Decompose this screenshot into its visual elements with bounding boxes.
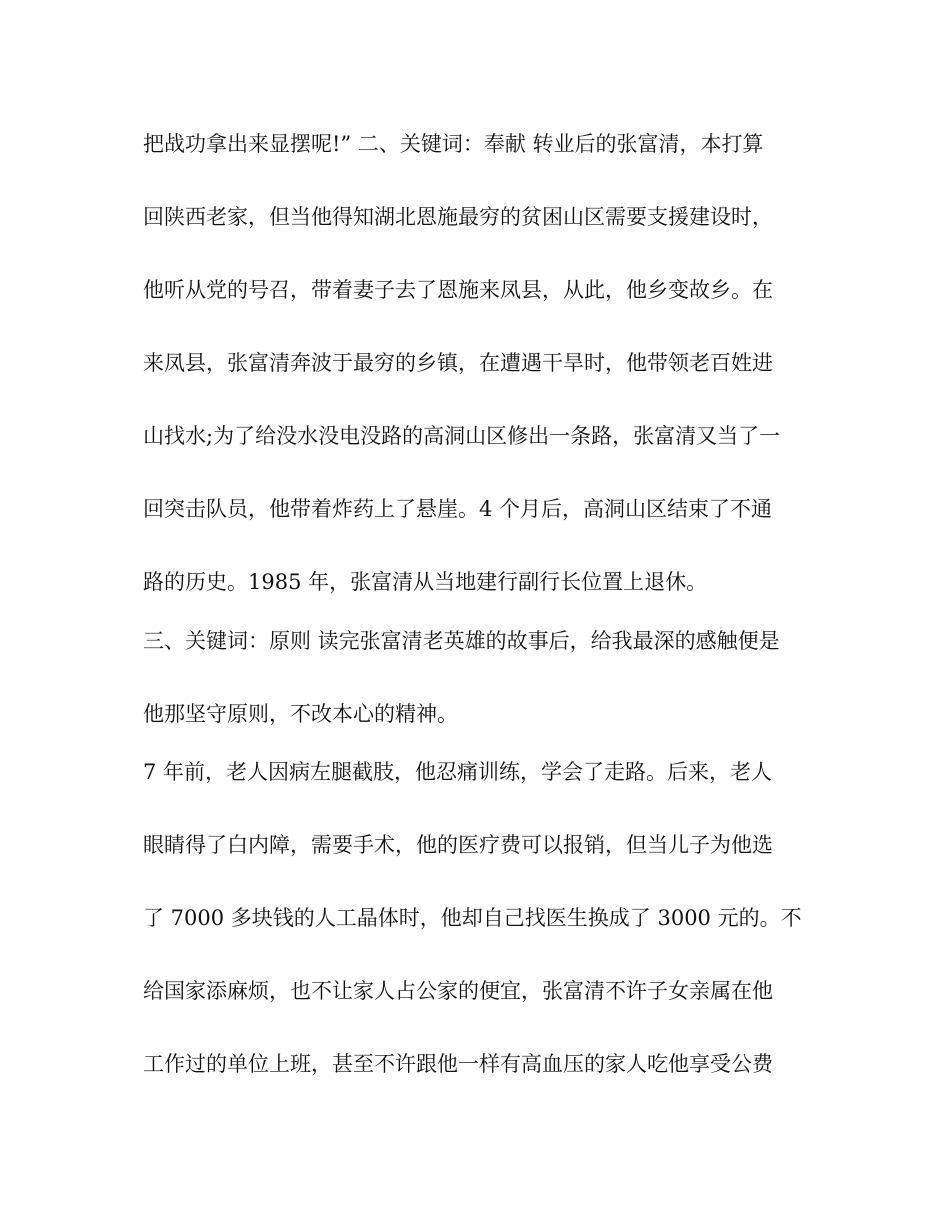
text-line: 把战功拿出来显摆呢!” 二、关键词：奉献 转业后的张富清，本打算 <box>143 132 764 156</box>
text-line: 7 年前，老人因病左腿截肢，他忍痛训练，学会了走路。后来，老人 <box>143 760 773 784</box>
text-line: 山找水;为了给没水没电没路的高洞山区修出一条路，张富清又当了一 <box>143 424 781 448</box>
text-line: 他那坚守原则，不改本心的精神。 <box>143 702 458 726</box>
text-line: 了 7000 多块钱的人工晶体时，他却自己找医生换成了 3000 元的。不 <box>143 906 802 930</box>
text-line: 眼睛得了白内障，需要手术，他的医疗费可以报销，但当儿子为他选 <box>143 833 773 857</box>
text-line: 他听从党的号召，带着妻子去了恩施来凤县，从此，他乡变故乡。在 <box>143 278 773 302</box>
text-line: 三、关键词：原则 读完张富清老英雄的故事后，给我最深的感触便是 <box>143 629 780 653</box>
text-line: 回突击队员，他带着炸药上了悬崖。4 个月后，高洞山区结束了不通 <box>143 497 773 521</box>
text-line: 路的历史。1985 年，张富清从当地建行副行长位置上退休。 <box>143 570 708 594</box>
text-line: 工作过的单位上班，甚至不许跟他一样有高血压的家人吃他享受公费 <box>143 1052 773 1076</box>
text-line: 回陕西老家，但当他得知湖北恩施最穷的贫困山区需要支援建设时， <box>143 205 773 229</box>
text-line: 来凤县，张富清奔波于最穷的乡镇，在遭遇干旱时，他带领老百姓进 <box>143 351 773 375</box>
text-line: 给国家添麻烦，也不让家人占公家的便宜，张富清不许子女亲属在他 <box>143 979 773 1003</box>
